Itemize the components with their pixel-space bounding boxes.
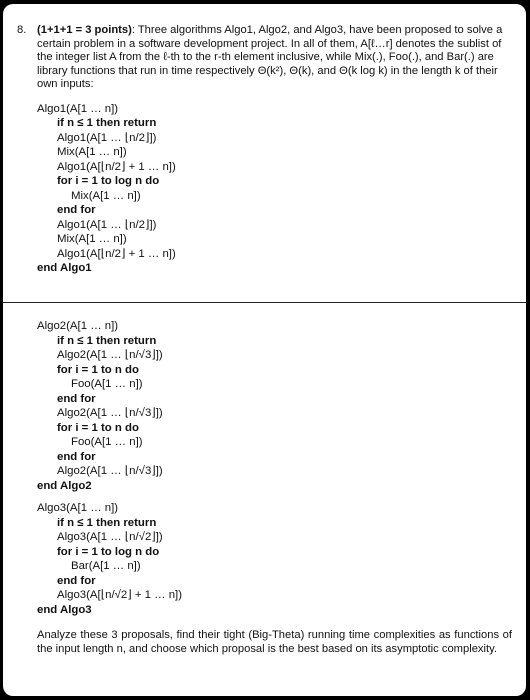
upper-panel	[3, 4, 526, 302]
algo1-line: if n ≤ 1 then return	[57, 117, 157, 130]
algo2-line: Algo2(A[1 … ⌊n/√3⌋])	[57, 349, 163, 361]
algo3-line: Algo3(A[1 … ⌊n/√2⌋])	[57, 531, 163, 543]
algo2-line: Algo2(A[1 … n])	[37, 320, 119, 332]
algo1-line: Algo1(A[1 … n])	[37, 102, 119, 115]
algo1-line: Mix(A[1 … n])	[57, 233, 127, 246]
algo3-line: end for	[57, 574, 96, 587]
lower-panel	[3, 303, 526, 696]
question-number: 8.	[17, 24, 27, 36]
algo1-line: Mix(A[1 … n])	[57, 146, 127, 159]
algo2-block	[17, 319, 512, 493]
question-description: : Three algorithms Algo1, Algo2, and Algo3, have been proposed to solve a certain problem in a software development project. In all of them, A[ℓ…r] denotes the sublist of the integer list A from the ℓ-th to the r-th element inclusive, while Mix(.), Foo(.), and Bar(.) are library functions that run in time respectively Θ(k²), Θ(k), and Θ(k log k) in the length k of their own inputs:	[37, 24, 503, 91]
algo2-line: end for	[57, 450, 96, 463]
question-intro	[17, 24, 512, 92]
algo2-line: Algo2(A[1 … ⌊n/√3⌋])	[57, 465, 163, 477]
algo3-line: Algo3(A[1 … n])	[37, 502, 119, 514]
algo1-block	[17, 102, 512, 276]
question-points: (1+1+1 = 3 points)	[37, 24, 132, 36]
algo3-line: Bar(A[1 … n])	[71, 560, 141, 572]
question-text	[37, 24, 512, 92]
algo1-line: for i = 1 to log n do	[57, 175, 160, 188]
algo3-line: end Algo3	[37, 603, 92, 616]
algo2-line: Foo(A[1 … n])	[71, 436, 143, 448]
algo1-line: Mix(A[1 … n])	[71, 189, 141, 202]
algo3-line: Algo3(A[⌊n/√2⌋ + 1 … n])	[57, 589, 182, 601]
algo1-line: Algo1(A[1 … ⌊n/2⌋])	[57, 131, 157, 144]
algo2-line: Foo(A[1 … n])	[71, 378, 143, 390]
algo1-line: end Algo1	[37, 262, 92, 275]
algo1-line: Algo1(A[1 … ⌊n/2⌋])	[57, 218, 157, 231]
algo3-line: for i = 1 to log n do	[57, 545, 160, 558]
algo2-line: for i = 1 to n do	[57, 421, 139, 434]
algo3-line: if n ≤ 1 then return	[57, 516, 157, 529]
document-page	[3, 4, 526, 696]
algo2-line: for i = 1 to n do	[57, 363, 139, 376]
algo2-line: end Algo2	[37, 479, 92, 492]
algo2-line: end for	[57, 392, 96, 405]
algo3-block	[17, 501, 512, 617]
analyze-instructions: Analyze these 3 proposals, find their tight (Big-Theta) running time complexities as functions of the input length n, and choose which proposal is the best based on its asymptotic complexity.	[37, 629, 512, 655]
algo1-line: Algo1(A[⌊n/2⌋ + 1 … n])	[57, 160, 176, 173]
algo1-line: end for	[57, 204, 96, 217]
algo1-line: Algo1(A[⌊n/2⌋ + 1 … n])	[57, 247, 176, 260]
algo2-line: if n ≤ 1 then return	[57, 334, 157, 347]
algo2-line: Algo2(A[1 … ⌊n/√3⌋])	[57, 407, 163, 419]
